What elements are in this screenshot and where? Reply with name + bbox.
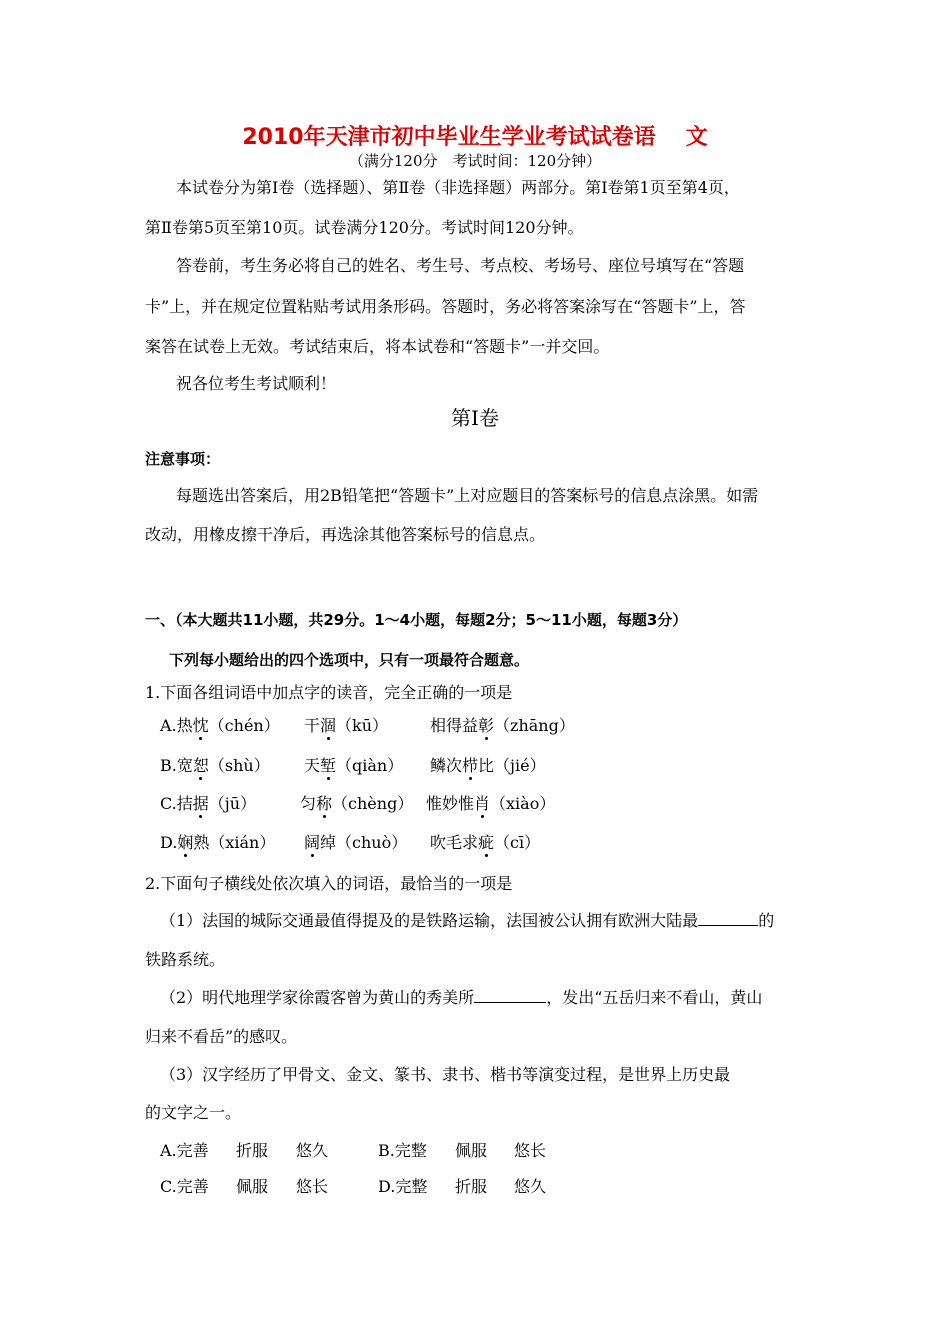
section-header: 一、（本大题共11小题，共29分。1～4小题，每题2分；5～11小题，每题3分）	[145, 611, 688, 629]
dotted-char: 阔	[304, 833, 321, 852]
option-label: B.	[160, 756, 177, 775]
option-word: 悠久	[296, 1141, 329, 1160]
sentence-line	[160, 910, 774, 931]
pinyin: （chèng）	[332, 794, 414, 813]
pinyin: （chén）	[208, 716, 280, 735]
fill-blank	[474, 987, 546, 1003]
sentence-line: 归来不看岳”的感叹。	[145, 1027, 298, 1046]
option-label: A.	[160, 716, 177, 735]
option-d-word3	[430, 833, 540, 853]
sentence-line: 的文字之一。	[145, 1103, 242, 1122]
sentence-text: （1）法国的城际交通最值得提及的是铁路运输，法国被公认拥有欧洲大陆最	[160, 911, 699, 930]
option-d	[160, 833, 275, 853]
part-heading: 第Ⅰ卷	[451, 406, 499, 430]
word-text: 吹毛求	[430, 833, 479, 852]
pinyin: （zhāng）	[494, 716, 575, 735]
option-c	[160, 794, 256, 814]
option-c: C.完善	[160, 1177, 209, 1196]
word-text: 鳞次	[430, 756, 463, 775]
dotted-char: 忱	[192, 716, 209, 735]
option-a: A.完善	[160, 1141, 209, 1160]
exam-subtitle: （满分120分 考试时间：120分钟）	[348, 152, 602, 170]
exam-title	[0, 124, 950, 152]
option-b-word3	[430, 756, 546, 776]
sentence-text: ，发出“五岳归来不看山，黄山	[546, 988, 763, 1007]
option-a-word2	[304, 716, 388, 736]
dotted-char: 彰	[478, 716, 495, 735]
word-text: 匀	[300, 794, 317, 813]
notice-label: 注意事项：	[145, 450, 221, 468]
word-text: 宽	[176, 756, 193, 775]
dotted-char: 据	[192, 794, 209, 813]
option-label: C.	[160, 794, 177, 813]
option-label: D.	[160, 833, 178, 852]
option-c-word2	[300, 794, 413, 814]
option-b-word2	[304, 756, 403, 776]
dotted-char: 堑	[320, 756, 337, 775]
intro-line: 答卷前，考生务必将自己的姓名、考生号、考点校、考场号、座位号填写在“答题	[176, 256, 745, 275]
sentence-text: （2）明代地理学家徐霞客曾为黄山的秀美所	[160, 988, 475, 1007]
option-word: 悠长	[296, 1177, 329, 1196]
option-b: B.完整	[378, 1141, 427, 1160]
fill-blank	[698, 910, 758, 926]
intro-line: 第Ⅱ卷第5页至第10页。试卷满分120分。考试时间120分钟。	[145, 218, 584, 237]
intro-line: 本试卷分为第Ⅰ卷（选择题）、第Ⅱ卷（非选择题）两部分。第Ⅰ卷第1页至第4页，	[176, 178, 740, 197]
option-c-word3	[426, 794, 555, 814]
option-d-word2	[304, 833, 407, 853]
dotted-char: 娴	[177, 833, 194, 852]
intro-line: 卡”上，并在规定位置粘贴考试用条形码。答题时，务必将答案涂写在“答题卡”上，答	[145, 297, 746, 316]
word-text: 天	[304, 756, 321, 775]
sentence-line: （3）汉字经历了甲骨文、金文、篆书、隶书、楷书等演变过程，是世界上历史最	[160, 1065, 731, 1084]
sentence-line: 铁路系统。	[145, 950, 226, 969]
pinyin: （xiào）	[490, 794, 556, 813]
option-word: 悠久	[514, 1177, 547, 1196]
intro-line: 祝各位考生考试顺利！	[176, 374, 337, 393]
option-a-word3	[430, 716, 575, 736]
pinyin: （kū）	[336, 716, 389, 735]
pinyin: 比（jié）	[478, 756, 546, 775]
word-text: 拮	[176, 794, 193, 813]
option-word: 折服	[236, 1141, 269, 1160]
title-main: 2010年天津市初中毕业生学业考试试卷语	[242, 125, 656, 150]
pinyin: （jū）	[208, 794, 257, 813]
option-word: 悠长	[514, 1141, 547, 1160]
sentence-line	[160, 987, 762, 1008]
pinyin: （qiàn）	[336, 756, 404, 775]
dotted-char: 肖	[474, 794, 491, 813]
sentence-text: 的	[758, 911, 775, 930]
notice-line: 每题选出答案后，用2B铅笔把“答题卡”上对应题目的答案标号的信息点涂黑。如需	[176, 486, 759, 505]
dotted-char: 恕	[192, 756, 209, 775]
option-word: 佩服	[455, 1141, 488, 1160]
question-stem: 1.下面各组词语中加点字的读音，完全正确的一项是	[145, 683, 513, 702]
pinyin: （cī）	[494, 833, 541, 852]
word-text: 热	[176, 716, 193, 735]
dotted-char: 栉	[462, 756, 479, 775]
title-tail: 文	[685, 125, 708, 150]
option-d: D.完整	[378, 1177, 428, 1196]
option-a	[160, 716, 280, 736]
option-word: 折服	[455, 1177, 488, 1196]
word-text: 相得益	[430, 716, 479, 735]
option-b	[160, 756, 270, 776]
pinyin: 熟（xián）	[193, 833, 276, 852]
word-text: 干	[304, 716, 321, 735]
word-text: 惟妙惟	[426, 794, 475, 813]
section-instruction: 下列每小题给出的四个选项中，只有一项最符合题意。	[169, 651, 530, 669]
question-stem: 2.下面句子横线处依次填入的词语，最恰当的一项是	[145, 874, 513, 893]
pinyin: （shù）	[208, 756, 270, 775]
pinyin: 绰（chuò）	[320, 833, 408, 852]
option-word: 佩服	[236, 1177, 269, 1196]
intro-line: 案答在试卷上无效。考试结束后，将本试卷和“答题卡”一并交回。	[145, 337, 610, 356]
dotted-char: 称	[316, 794, 333, 813]
dotted-char: 涸	[320, 716, 337, 735]
dotted-char: 疵	[478, 833, 495, 852]
notice-line: 改动，用橡皮擦干净后，再选涂其他答案标号的信息点。	[145, 525, 546, 544]
